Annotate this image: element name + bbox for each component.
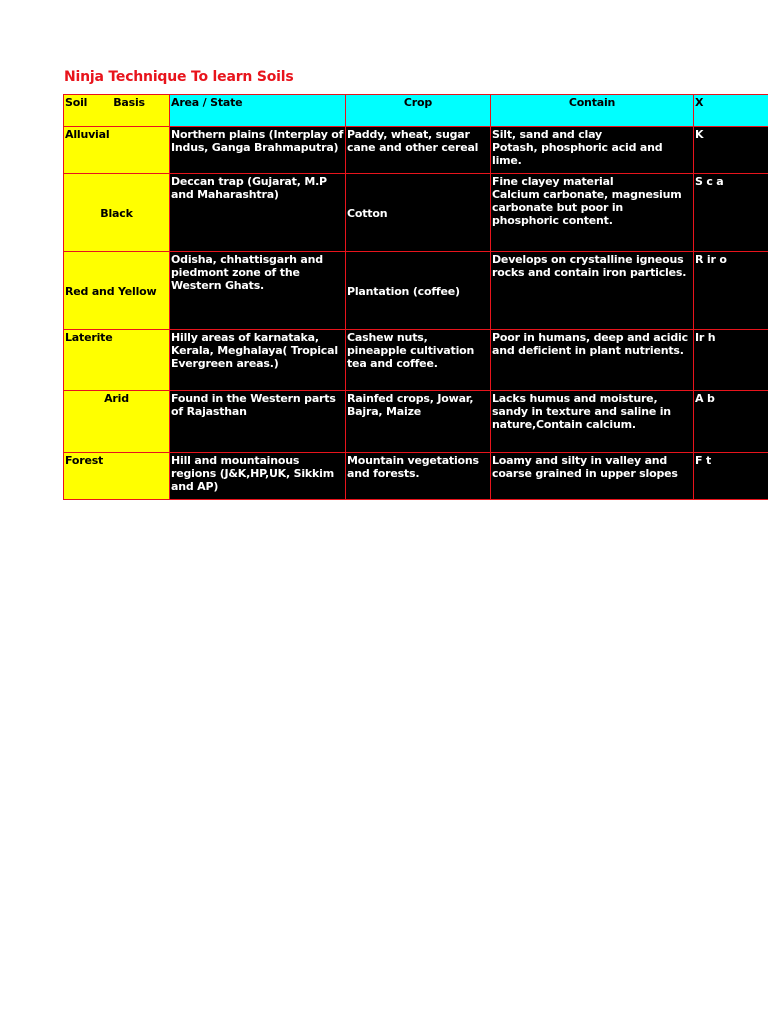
table-row <box>64 330 768 391</box>
table-header-row <box>64 95 768 127</box>
table-row <box>64 252 768 330</box>
contain-line: Develops on crystalline igneous rocks and contain iron particles. <box>492 253 687 279</box>
table-row <box>64 127 768 174</box>
extra-cell: F t <box>694 453 768 500</box>
crop-cell: Rainfed crops, Jowar, Bajra, Maize <box>346 391 491 453</box>
header-area: Area / State <box>170 95 346 127</box>
header-soil-basis <box>64 95 170 127</box>
header-soil: Soil <box>65 96 88 109</box>
area-cell: Deccan trap (Gujarat, M.P and Maharashtra) <box>170 174 346 252</box>
area-cell: Odisha, chhattisgarh and piedmont zone of the Western Ghats. <box>170 252 346 330</box>
page-title: Ninja Technique To learn Soils <box>64 69 294 85</box>
extra-cell: R ir o <box>694 252 768 330</box>
contain-cell <box>491 127 694 174</box>
soils-table-container <box>63 94 768 500</box>
contain-line: Loamy and silty in valley and coarse grained in upper slopes <box>492 454 678 480</box>
crop-cell: Paddy, wheat, sugar cane and other cereal <box>346 127 491 174</box>
crop-cell: Mountain vegetations and forests. <box>346 453 491 500</box>
soils-table <box>63 94 768 500</box>
contain-line: Silt, sand and clay <box>492 128 602 141</box>
crop-cell: Cotton <box>346 174 491 252</box>
contain-cell <box>491 174 694 252</box>
extra-cell: S c a <box>694 174 768 252</box>
contain-cell <box>491 252 694 330</box>
soil-name: Arid <box>64 391 170 453</box>
header-basis: Basis <box>113 96 145 109</box>
soil-name: Red and Yellow <box>64 252 170 330</box>
contain-cell <box>491 453 694 500</box>
contain-line: Potash, phosphoric acid and lime. <box>492 141 663 167</box>
contain-cell <box>491 330 694 391</box>
contain-line: Lacks humus and moisture, sandy in texture and saline in nature,Contain calcium. <box>492 392 671 431</box>
soil-name: Laterite <box>64 330 170 391</box>
contain-cell <box>491 391 694 453</box>
crop-cell: Cashew nuts, pineapple cultivation tea and coffee. <box>346 330 491 391</box>
area-cell: Northern plains (Interplay of Indus, Ganga Brahmaputra) <box>170 127 346 174</box>
table-row <box>64 174 768 252</box>
extra-cell: A b <box>694 391 768 453</box>
extra-cell: Ir h <box>694 330 768 391</box>
area-cell: Hill and mountainous regions (J&K,HP,UK, Sikkim and AP) <box>170 453 346 500</box>
extra-cell: K <box>694 127 768 174</box>
contain-line: Fine clayey material <box>492 175 614 188</box>
soil-name: Black <box>64 174 170 252</box>
header-contain: Contain <box>491 95 694 127</box>
contain-line: Calcium carbonate, magnesium carbonate but poor in phosphoric content. <box>492 188 682 227</box>
area-cell: Hilly areas of karnataka, Kerala, Meghalaya( Tropical Evergreen areas.) <box>170 330 346 391</box>
crop-cell: Plantation (coffee) <box>346 252 491 330</box>
soil-name: Alluvial <box>64 127 170 174</box>
contain-line: Poor in humans, deep and acidic and deficient in plant nutrients. <box>492 331 688 357</box>
table-row <box>64 453 768 500</box>
table-row <box>64 391 768 453</box>
header-crop: Crop <box>346 95 491 127</box>
soil-name: Forest <box>64 453 170 500</box>
area-cell: Found in the Western parts of Rajasthan <box>170 391 346 453</box>
header-extra: X <box>694 95 768 127</box>
